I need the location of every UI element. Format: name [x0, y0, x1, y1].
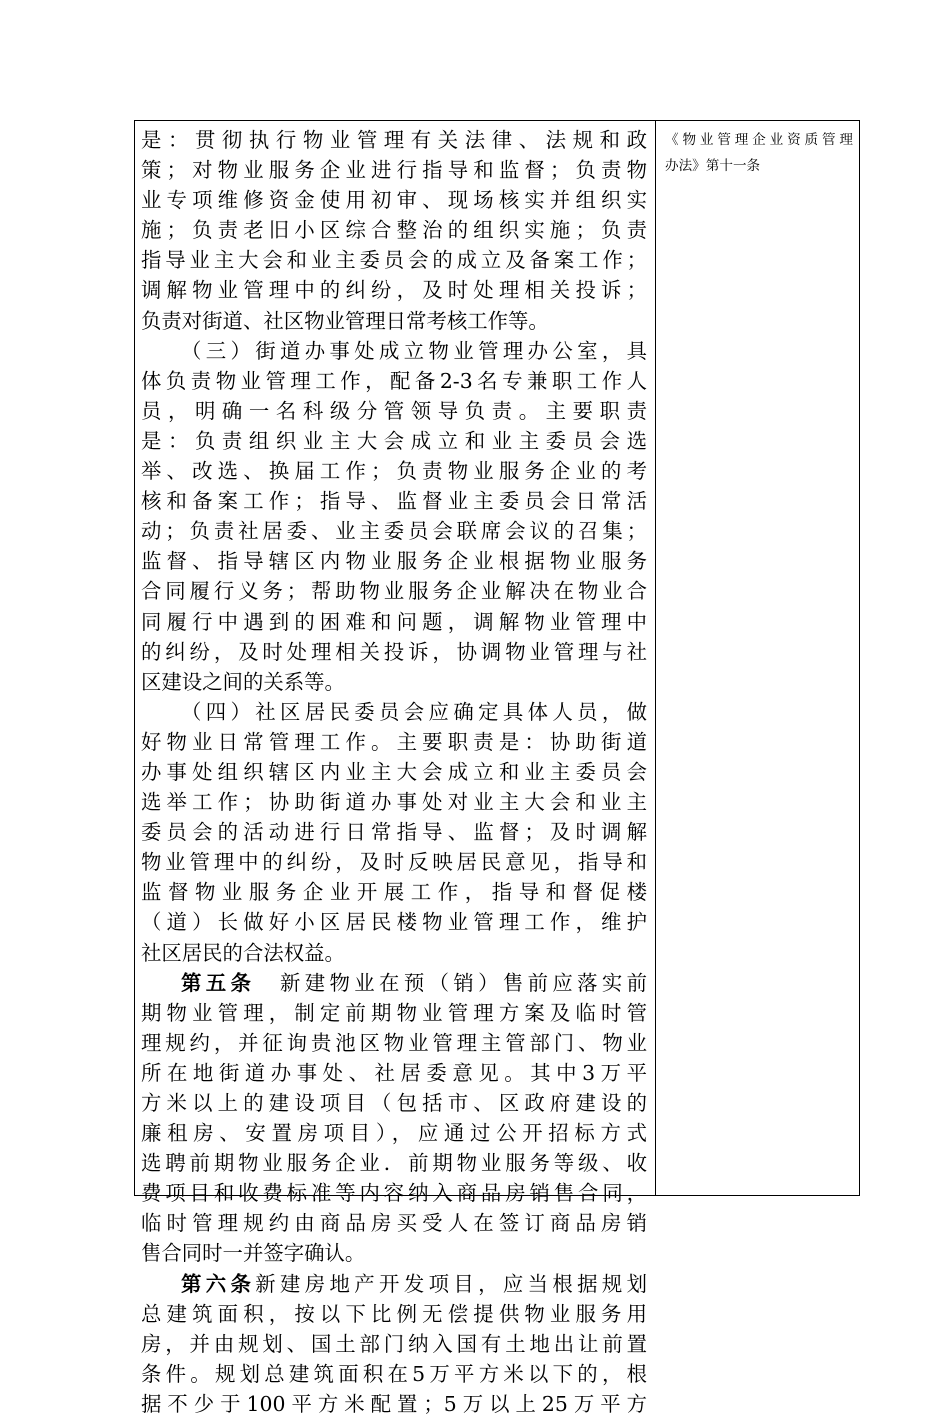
text-line: [141, 426, 647, 456]
text-line: [141, 486, 647, 516]
line-text: 费项目和收费标准等内容纳入商品房销售合同，: [141, 1181, 647, 1206]
text-line: [141, 1088, 647, 1118]
column-divider: [655, 121, 656, 1195]
text-line: [141, 1118, 647, 1148]
text-line: [141, 757, 647, 787]
text-line: [141, 1269, 647, 1299]
line-text: 办事处组织辖区内业主大会成立和业主委员会: [141, 759, 647, 784]
regulation-table: [134, 120, 860, 1416]
text-line: [141, 185, 647, 215]
text-line: [141, 667, 647, 697]
text-line: [141, 1238, 647, 1268]
text-line: [141, 516, 647, 546]
legal-basis-line: 《物业管理企业资质管理: [665, 132, 853, 148]
line-text: 的纠纷，及时处理相关投诉，协调物业管理与社: [141, 639, 647, 664]
text-line: [141, 1389, 647, 1419]
line-text: 监督物业服务企业开展工作，指导和督促楼: [141, 880, 647, 905]
legal-basis-line: 办法》第十一条: [665, 158, 761, 174]
line-text: 方米以上的建设项目（包括市、区政府建设的: [141, 1091, 647, 1115]
line-text: 业专项维修资金使用初审、现场核实并组织实: [141, 188, 647, 213]
text-line: [141, 1148, 647, 1178]
line-text: 临时管理规约由商品房买受人在签订商品房销: [141, 1211, 647, 1236]
text-line: [141, 907, 647, 937]
text-line: [141, 275, 647, 305]
line-text: 选聘前期物业服务企业．前期物业服务等级、收: [141, 1151, 647, 1176]
text-line: [141, 155, 647, 185]
text-line: [141, 938, 647, 968]
text-line: [141, 1208, 647, 1238]
line-text: 动；负责社居委、业主委员会联席会议的召集；: [141, 519, 647, 544]
line-text: 廉租房、安置房项目），应通过公开招标方式: [141, 1121, 647, 1146]
line-text: 施；负责老旧小区综合整治的组织实施；负责: [141, 218, 647, 243]
line-text: （四）社区居民委员会应确定具体人员，做: [181, 699, 647, 724]
text-line: [141, 546, 647, 576]
line-text: 新建房地产开发项目，应当根据规划: [255, 1271, 648, 1296]
line-text: 合同履行义务；帮助物业服务企业解决在物业合: [141, 579, 647, 604]
line-text: 核和备案工作；指导、监督业主委员会日常活: [141, 489, 647, 514]
line-text: 委员会的活动进行日常指导、监督；及时调解: [141, 820, 647, 845]
line-text: 指导业主大会和业主委员会的成立及备案工作；: [141, 248, 647, 273]
text-line: [141, 637, 647, 667]
text-line: [141, 697, 647, 727]
line-text: 社区居民的合法权益。: [141, 940, 345, 965]
text-line: [141, 456, 647, 486]
text-line: [141, 336, 647, 366]
line-text: 举、改选、换届工作；负责物业服务企业的考: [141, 459, 647, 484]
line-text: 员，明确一名科级分管领导负责。主要职责: [141, 398, 647, 423]
line-text: 房，并由规划、国土部门纳入国有土地出让前置: [141, 1331, 647, 1356]
text-line: [141, 968, 647, 998]
line-text: 期物业管理，制定前期物业管理方案及临时管: [141, 1000, 647, 1025]
text-line: [141, 1058, 647, 1088]
text-line: [141, 366, 647, 396]
text-line: [141, 817, 647, 847]
text-line: [141, 306, 647, 336]
text-line: [141, 607, 647, 637]
line-text: （三）街道办事处成立物业管理办公室，具: [181, 338, 647, 363]
text-line: [141, 847, 647, 877]
article-heading: 第五条: [181, 970, 256, 995]
text-line: [141, 245, 647, 275]
line-text: 是：贯彻执行物业管理有关法律、法规和政: [141, 128, 647, 152]
text-line: [141, 1028, 647, 1058]
line-text: 售合同时一并签字确认。: [141, 1241, 366, 1266]
line-text: 好物业日常管理工作。主要职责是：协助街道: [141, 729, 647, 754]
line-text: 总建筑面积，按以下比例无偿提供物业服务用: [141, 1301, 647, 1326]
line-text: 策；对物业服务企业进行指导和监督；负责物: [141, 158, 647, 183]
text-line: [141, 1178, 647, 1208]
line-text: 物业管理中的纠纷，及时反映居民意见，指导和: [141, 850, 647, 875]
line-text: 是：负责组织业主大会成立和业主委员会选: [141, 428, 647, 453]
regulation-text-cell: [141, 125, 647, 1419]
text-line: [141, 998, 647, 1028]
line-text: 理规约，并征询贵池区物业管理主管部门、物业: [141, 1030, 647, 1055]
line-text: 调解物业管理中的纠纷，及时处理相关投诉；: [141, 278, 647, 303]
line-text: 同履行中遇到的困难和问题，调解物业管理中: [141, 609, 647, 634]
text-line: [141, 125, 647, 155]
line-text: 监督、指导辖区内物业服务企业根据物业服务: [141, 549, 647, 574]
text-line: [141, 396, 647, 426]
text-line: [141, 787, 647, 817]
article-heading: 第六条: [181, 1271, 256, 1296]
line-text: 选举工作；协助街道办事处对业主大会和业主: [141, 790, 647, 815]
line-text: 负责对街道、社区物业管理日常考核工作等。: [141, 308, 549, 333]
line-text: 区建设之间的关系等。: [141, 669, 345, 694]
line-text: 体负责物业管理工作，配备2-3名专兼职工作人: [141, 368, 647, 393]
text-line: [141, 727, 647, 757]
text-line: [141, 1299, 647, 1329]
line-text: 新建物业在预（销）售前应落实前: [255, 970, 648, 995]
text-line: [141, 215, 647, 245]
text-line: [141, 576, 647, 606]
line-text: 条件。规划总建筑面积在5万平方米以下的，根: [141, 1361, 647, 1386]
line-text: 所在地街道办事处、社居委意见。其中3万平: [141, 1060, 647, 1085]
line-text: （道）长做好小区居民楼物业管理工作，维护: [141, 910, 647, 935]
legal-basis-cell: [665, 127, 853, 179]
line-text: 据不少于100平方米配置；5万以上25万平方: [141, 1391, 647, 1416]
text-line: [141, 877, 647, 907]
text-line: [141, 1359, 647, 1389]
